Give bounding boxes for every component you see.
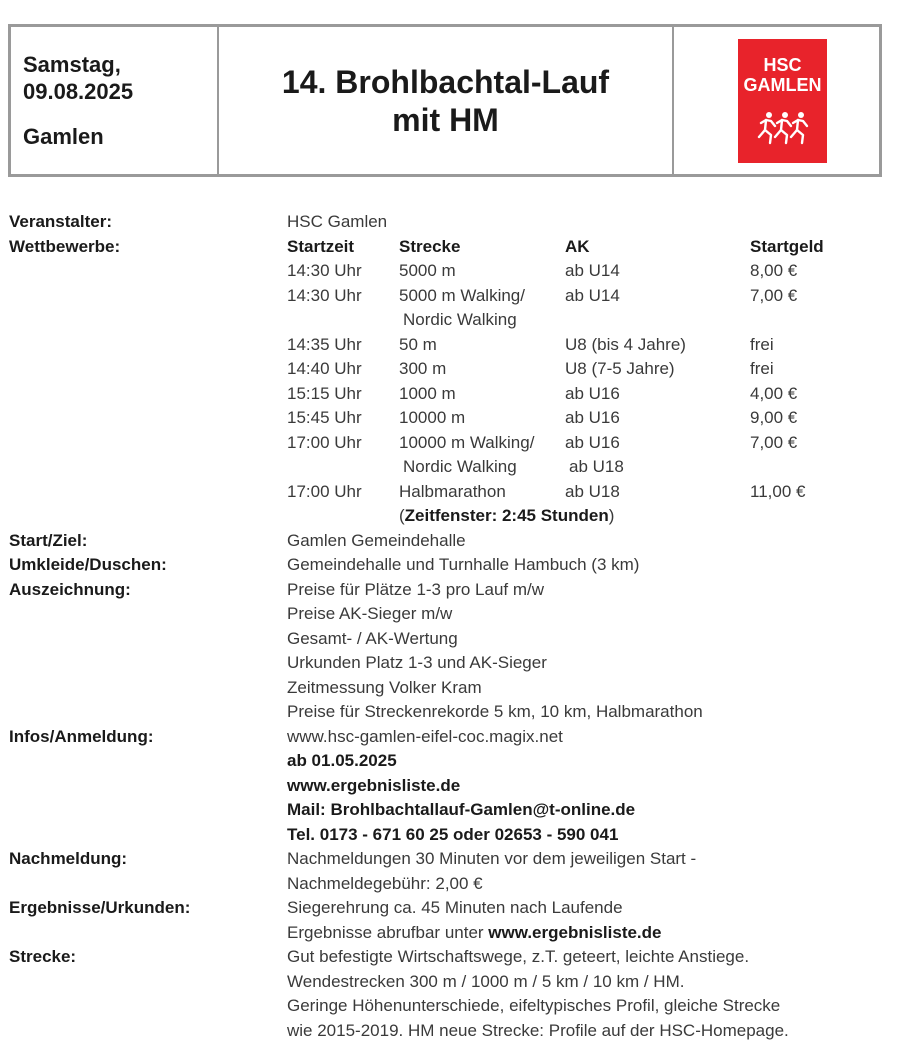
label-nachmeldung: Nachmeldung: xyxy=(9,849,128,868)
hsc-gamlen-logo xyxy=(738,39,827,163)
row-strecke xyxy=(9,945,889,1043)
cell-strecke: Nordic Walking xyxy=(403,310,517,329)
cell-ak: ab U18 xyxy=(569,457,624,476)
list-item: Zeitmessung Volker Kram xyxy=(287,677,482,697)
list-item: Geringe Höhenunterschiede, eifeltypisches Profil, gleiche Strecke xyxy=(287,996,781,1015)
label-wettbewerbe: Wettbewerbe: xyxy=(9,236,121,256)
cell-strecke: 5000 m xyxy=(399,261,456,280)
value-umkleide: Gemeindehalle und Turnhalle Hambuch (3 km) xyxy=(287,555,640,574)
results-link[interactable]: www.ergebnisliste.de xyxy=(488,922,662,942)
value-auszeichnung xyxy=(287,578,889,725)
cell-startzeit: 15:45 Uhr xyxy=(287,408,362,427)
table-row xyxy=(287,308,889,333)
table-row xyxy=(287,431,889,456)
cell-strecke: 1000 m xyxy=(399,383,456,403)
cell-strecke: 50 m xyxy=(399,334,437,354)
contact-phone: Tel. 0173 - 671 60 25 oder 02653 - 590 041 xyxy=(287,824,619,844)
table-row xyxy=(287,382,889,407)
row-start-ziel xyxy=(9,529,889,554)
cell-startgeld: 8,00 € xyxy=(750,261,798,280)
table-row xyxy=(287,480,889,505)
cell-ak: ab U16 xyxy=(565,383,620,403)
cell-ak: ab U14 xyxy=(565,261,620,280)
row-wettbewerbe xyxy=(9,235,889,529)
col-header-ak: AK xyxy=(565,236,590,256)
label-ergebnisse: Ergebnisse/Urkunden: xyxy=(9,898,191,917)
cell-startzeit: 15:15 Uhr xyxy=(287,383,362,403)
list-item: Siegerehrung ca. 45 Minuten nach Laufende xyxy=(287,898,623,917)
list-item: Gesamt- / AK-Wertung xyxy=(287,628,458,648)
table-row xyxy=(287,259,889,284)
list-item: Gut befestigte Wirtschaftswege, z.T. geteert, leichte Anstiege. xyxy=(287,947,750,966)
cell-ak: ab U16 xyxy=(565,408,620,427)
cell-strecke: Nordic Walking xyxy=(403,457,517,476)
competitions-header-row xyxy=(287,235,889,260)
row-infos xyxy=(9,725,889,848)
row-nachmeldung xyxy=(9,847,889,896)
value-nachmeldung xyxy=(287,847,889,896)
cell-strecke: 10000 m xyxy=(399,408,466,427)
col-header-startzeit: Startzeit xyxy=(287,236,355,256)
competitions-table xyxy=(287,235,889,529)
value-veranstalter: HSC Gamlen xyxy=(287,212,388,231)
cell-strecke: Halbmarathon xyxy=(399,481,506,501)
cell-startzeit: 14:30 Uhr xyxy=(287,285,362,305)
label-strecke: Strecke: xyxy=(9,947,77,966)
value-ergebnisse xyxy=(287,896,889,945)
event-day: Samstag, xyxy=(23,52,121,77)
table-row xyxy=(287,333,889,358)
results-prefix: Ergebnisse abrufbar unter xyxy=(287,922,489,942)
cell-ak: ab U14 xyxy=(565,285,620,305)
list-item: Wendestrecken 300 m / 1000 m / 5 km / 10 km / HM. xyxy=(287,971,685,991)
cell-strecke: 10000 m Walking/ xyxy=(399,432,535,452)
event-date: 09.08.2025 xyxy=(23,79,134,104)
label-umkleide: Umkleide/Duschen: xyxy=(9,555,167,574)
list-item: Urkunden Platz 1-3 und AK-Sieger xyxy=(287,653,547,672)
col-header-strecke: Strecke xyxy=(399,236,461,256)
list-item xyxy=(287,921,889,946)
title-line-2: mit HM xyxy=(392,101,499,138)
label-auszeichnung: Auszeichnung: xyxy=(9,579,131,599)
cell-startgeld xyxy=(754,308,874,333)
event-title xyxy=(219,27,674,174)
runners-icon xyxy=(755,111,811,145)
cell-ak: ab U16 xyxy=(565,432,620,452)
cell-startzeit: 14:40 Uhr xyxy=(287,359,362,378)
list-item: Nachmeldegebühr: 2,00 € xyxy=(287,873,483,893)
zeitfenster-note: (Zeitfenster: 2:45 Stunden) xyxy=(399,506,615,525)
cell-startzeit xyxy=(287,455,399,480)
registration-start: ab 01.05.2025 xyxy=(287,751,397,770)
label-veranstalter: Veranstalter: xyxy=(9,212,112,231)
row-auszeichnung xyxy=(9,578,889,725)
list-item: Nachmeldungen 30 Minuten vor dem jeweiligen Start - xyxy=(287,849,697,868)
list-item: Preise AK-Sieger m/w xyxy=(287,604,453,623)
cell-startgeld: 4,00 € xyxy=(750,383,798,403)
value-infos xyxy=(287,725,889,848)
cell-startgeld: 11,00 € xyxy=(750,481,806,501)
logo-line-1: HSC xyxy=(763,54,802,75)
label-infos: Infos/Anmeldung: xyxy=(9,726,154,746)
value-start-ziel: Gamlen Gemeindehalle xyxy=(287,530,466,550)
homepage-link[interactable]: www.hsc-gamlen-eifel-coc.magix.net xyxy=(287,726,563,746)
cell-ak: U8 (7-5 Jahre) xyxy=(565,359,675,378)
contact-mail[interactable]: Mail: Brohlbachtallauf-Gamlen@t-online.de xyxy=(287,800,636,819)
cell-strecke: 5000 m Walking/ xyxy=(399,285,525,305)
cell-startgeld: frei xyxy=(750,359,774,378)
table-row xyxy=(287,406,889,431)
cell-startzeit: 17:00 Uhr xyxy=(287,432,362,452)
event-place: Gamlen xyxy=(23,124,104,149)
cell-startgeld: frei xyxy=(750,334,774,354)
list-item: wie 2015-2019. HM neue Strecke: Profile auf der HSC-Homepage. xyxy=(287,1020,789,1040)
cell-ak xyxy=(569,308,754,333)
zeitfenster-text: Zeitfenster: 2:45 Stunden xyxy=(404,506,609,525)
zeitfenster-row xyxy=(287,504,889,529)
cell-ak: ab U18 xyxy=(565,481,620,501)
title-line-1: 14. Brohlbachtal-Lauf xyxy=(281,63,610,100)
row-umkleide xyxy=(9,553,889,578)
cell-startzeit: 14:30 Uhr xyxy=(287,261,362,280)
ergebnisliste-link[interactable]: www.ergebnisliste.de xyxy=(287,775,461,795)
cell-strecke: 300 m xyxy=(399,359,447,378)
cell-ak: U8 (bis 4 Jahre) xyxy=(565,334,686,354)
cell-startgeld: 7,00 € xyxy=(750,285,798,305)
cell-startgeld: 9,00 € xyxy=(750,408,798,427)
table-row xyxy=(287,357,889,382)
row-veranstalter xyxy=(9,210,889,235)
cell-startgeld: 7,00 € xyxy=(750,432,798,452)
event-header xyxy=(8,24,882,177)
col-header-startgeld: Startgeld xyxy=(750,236,824,256)
table-row xyxy=(287,455,889,480)
cell-startzeit: 14:35 Uhr xyxy=(287,334,362,354)
list-item: Preise für Streckenrekorde 5 km, 10 km, Halbmarathon xyxy=(287,702,703,721)
value-strecke xyxy=(287,945,889,1043)
logo-line-2: GAMLEN xyxy=(743,74,822,95)
cell-startgeld xyxy=(754,455,874,480)
cell-startzeit xyxy=(287,308,399,333)
row-ergebnisse xyxy=(9,896,889,945)
date-block xyxy=(11,27,219,174)
label-start-ziel: Start/Ziel: xyxy=(9,530,88,550)
cell-startzeit: 17:00 Uhr xyxy=(287,481,362,501)
list-item: Preise für Plätze 1-3 pro Lauf m/w xyxy=(287,579,545,599)
logo-cell xyxy=(674,27,879,174)
event-details xyxy=(9,210,889,1043)
table-row xyxy=(287,284,889,309)
